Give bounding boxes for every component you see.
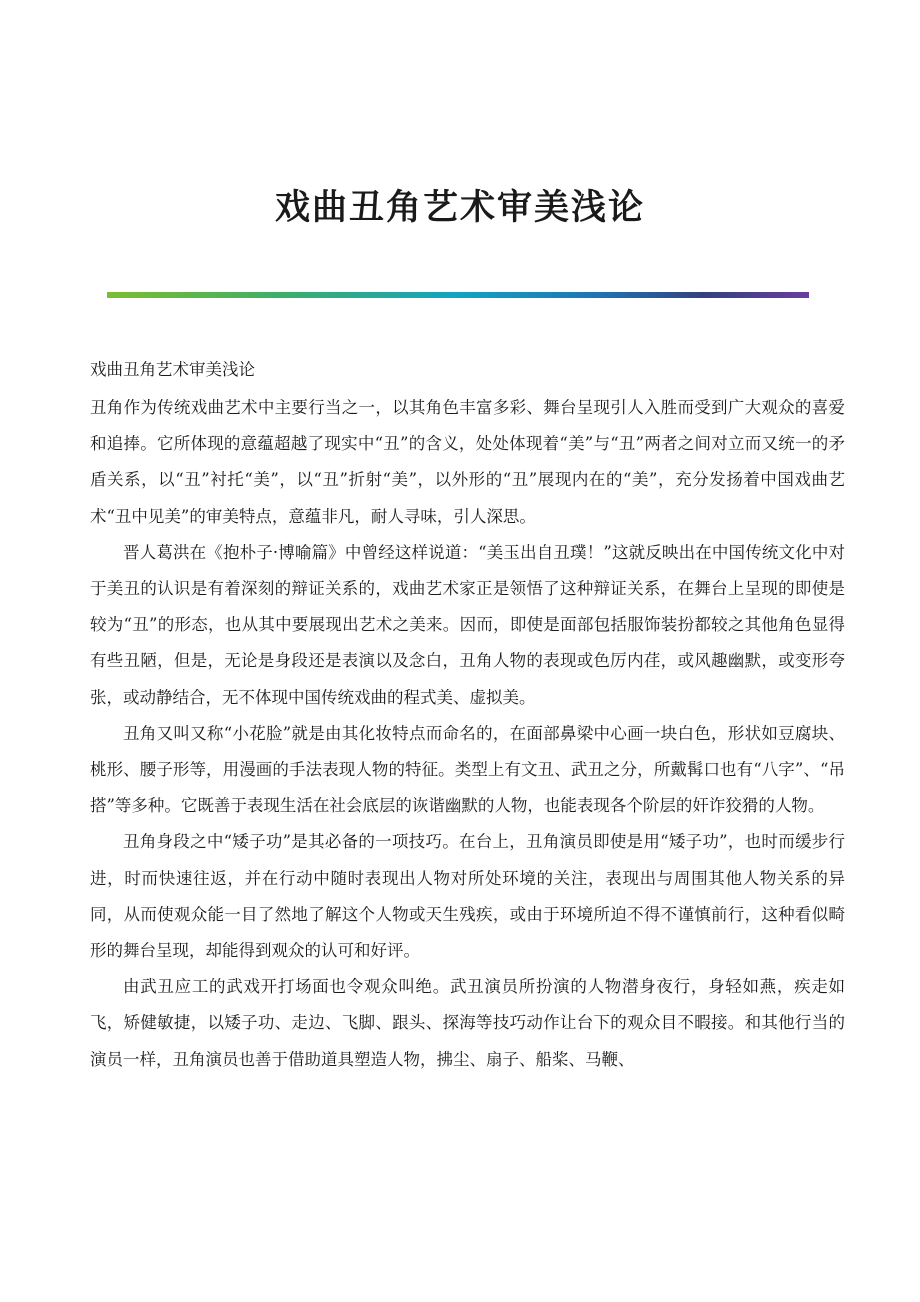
paragraph-5: 由武丑应工的武戏开打场面也令观众叫绝。武丑演员所扮演的人物潜身夜行，身轻如燕，疾走如飞，矫健敏捷，以矮子功、走边、飞脚、跟头、探海等技巧动作让台下的观众目不暇接。和其他行当的演员一样，丑角演员也善于借助道具塑造人物，拂尘、扇子、船桨、马鞭、 [90, 977, 845, 1069]
paragraph-1: 丑角作为传统戏曲艺术中主要行当之一，以其角色丰富多彩、舞台呈现引人入胜而受到广大观众的喜爱和追捧。它所体现的意蕴超越了现实中“丑”的含义，处处体现着“美”与“丑”两者之间对立而又统一的矛盾关系，以“丑”衬托“美”，以“丑”折射“美”，以外形的“丑”展现内在的“美”，充分发扬着中国戏曲艺术“丑中见美”的审美特点，意蕴非凡，耐人寻味，引人深思。 [90, 398, 845, 526]
document-body [90, 352, 845, 1078]
document-title: 戏曲丑角艺术审美浅论 [274, 188, 645, 228]
paragraph-4: 丑角身段之中“矮子功”是其必备的一项技巧。在台上，丑角演员即使是用“矮子功”，也时而缓步行进，时而快速往返，并在行动中随时表现出人物对所处环境的关注，表现出与周围其他人物关系的异同，从而使观众能一目了然地了解这个人物或天生残疾，或由于环境所迫不得不谨慎前行，这种看似畸形的舞台呈现，却能得到观众的认可和好评。 [90, 832, 845, 961]
paragraph-2: 晋人葛洪在《抱朴子·博喻篇》中曾经这样说道：“美玉出自丑璞！”这就反映出在中国传统文化中对于美丑的认识是有着深刻的辩证关系的，戏曲艺术家正是领悟了这种辩证关系，在舞台上呈现的即使是较为“丑”的形态，也从其中要展现出艺术之美来。因而，即使是面部包括服饰装扮都较之其他角色显得有些丑陋，但是，无论是身段还是表演以及念白，丑角人物的表现或色厉内荏，或风趣幽默，或变形夸张，或动静结合，无不体现中国传统戏曲的程式美、虚拟美。 [90, 542, 845, 707]
title-divider [107, 292, 809, 298]
paragraph-3: 丑角又叫又称“小花脸”就是由其化妆特点而命名的，在面部鼻梁中心画一块白色，形状如豆腐块、桃形、腰子形等，用漫画的手法表现人物的特征。类型上有文丑、武丑之分，所戴髯口也有“八字”、“吊搭”等多种。它既善于表现生活在社会底层的诙谐幽默的人物，也能表现各个阶层的奸诈狡猾的人物。 [90, 723, 845, 816]
document-subtitle: 戏曲丑角艺术审美浅论 [90, 360, 255, 379]
